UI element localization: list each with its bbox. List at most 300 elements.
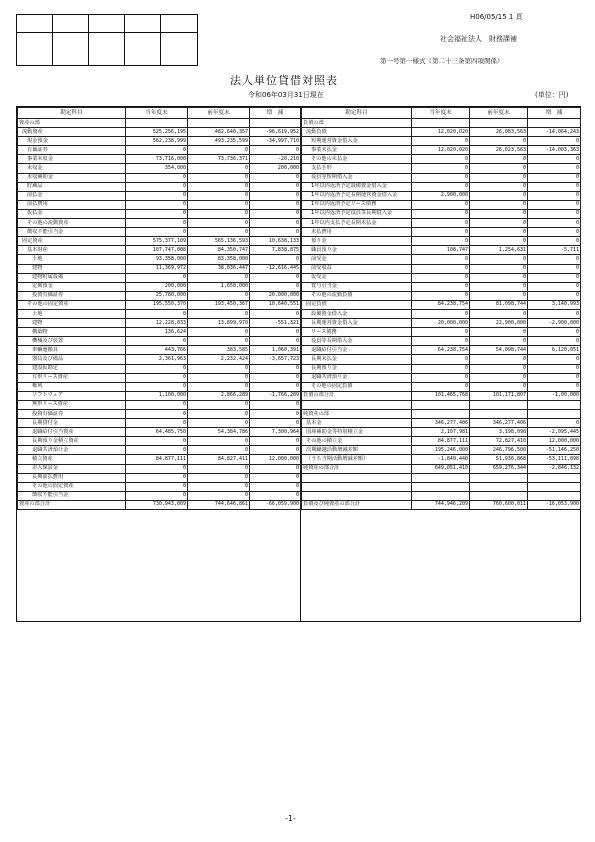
- current-amount: 0: [126, 400, 188, 409]
- account-label: 負債の部合計: [302, 391, 412, 400]
- account-label: 負債及び純資産の部合計: [302, 500, 412, 509]
- change-amount: 0: [250, 400, 301, 409]
- table-row: [18, 446, 301, 455]
- change-amount: 0: [250, 273, 301, 282]
- prior-amount: 0: [188, 410, 250, 419]
- table-row: [18, 455, 301, 464]
- table-row: [302, 319, 581, 328]
- current-amount: 84,877,111: [412, 437, 470, 446]
- change-amount: 0: [250, 228, 301, 237]
- current-amount: 108,747: [412, 246, 470, 255]
- change-amount: [528, 491, 581, 500]
- prior-amount: 493,235,599: [188, 137, 250, 146]
- prior-amount: 0: [188, 228, 250, 237]
- table-row: [18, 264, 301, 273]
- change-amount: [528, 410, 581, 419]
- prior-amount: 0: [188, 491, 250, 500]
- current-amount: 0: [126, 219, 188, 228]
- assets-section: [17, 107, 301, 621]
- prior-amount: 0: [188, 146, 250, 155]
- current-amount: 0: [412, 182, 470, 191]
- change-amount: -2,846,132: [528, 464, 581, 473]
- change-amount: 0: [528, 328, 581, 337]
- table-row: [18, 382, 301, 391]
- account-label: （うち当期活動増減差額）: [302, 455, 412, 464]
- prior-amount: 3,198,098: [470, 428, 528, 437]
- account-label: 職員預り金: [302, 246, 412, 255]
- assets-col-header: 当年度末: [126, 108, 188, 119]
- prior-amount: 0: [470, 137, 528, 146]
- prior-amount: 0: [188, 328, 250, 337]
- table-row: [18, 200, 301, 209]
- change-amount: 0: [250, 410, 301, 419]
- current-amount: 0: [412, 364, 470, 373]
- prior-amount: 2,232,424: [188, 355, 250, 364]
- table-row: [302, 309, 581, 318]
- change-amount: 0: [528, 191, 581, 200]
- change-amount: 1,060,391: [250, 346, 301, 355]
- current-amount: 12,020,020: [412, 146, 470, 155]
- account-label: 長期預り金積立資産: [18, 437, 126, 446]
- prior-amount: 246,796,500: [470, 446, 528, 455]
- current-amount: [412, 400, 470, 409]
- prior-amount: 26,023,563: [470, 146, 528, 155]
- liabilities-col-header: 勘定科目: [302, 108, 412, 119]
- current-amount: 0: [412, 264, 470, 273]
- prior-amount: 0: [188, 464, 250, 473]
- current-amount: 0: [412, 355, 470, 364]
- change-amount: 0: [250, 182, 301, 191]
- account-label: 長期前払費用: [18, 473, 126, 482]
- prior-amount: 0: [188, 309, 250, 318]
- current-amount: 0: [412, 309, 470, 318]
- current-amount: 0: [126, 228, 188, 237]
- change-amount: 0: [250, 146, 301, 155]
- table-row: [302, 473, 581, 482]
- change-amount: -14,064,243: [528, 128, 581, 137]
- change-amount: -34,997,710: [250, 137, 301, 146]
- table-row: [302, 464, 581, 473]
- prior-amount: 0: [470, 364, 528, 373]
- current-amount: 730,943,009: [126, 500, 188, 509]
- prior-amount: 0: [188, 382, 250, 391]
- account-label: 固定負債: [302, 300, 412, 309]
- prior-amount: 0: [188, 437, 250, 446]
- current-amount: 64,485,750: [126, 428, 188, 437]
- change-amount: -14,003,363: [528, 146, 581, 155]
- account-label: 投資有価証券: [18, 410, 126, 419]
- change-amount: 0: [528, 182, 581, 191]
- page-number: -1-: [285, 814, 296, 823]
- table-row: [302, 491, 581, 500]
- change-amount: 0: [528, 200, 581, 209]
- change-amount: -2,900,000: [528, 319, 581, 328]
- change-amount: 3,140,993: [528, 300, 581, 309]
- balance-sheet: [16, 106, 581, 622]
- account-label: 賞与引当金: [302, 282, 412, 291]
- prior-amount: 0: [188, 273, 250, 282]
- table-row: [302, 446, 581, 455]
- prior-amount: 54,098,744: [470, 346, 528, 355]
- table-row: [18, 437, 301, 446]
- current-amount: [412, 410, 470, 419]
- table-row: [18, 364, 301, 373]
- change-amount: [250, 119, 301, 128]
- account-label: [302, 473, 412, 482]
- prior-amount: 0: [470, 273, 528, 282]
- prior-amount: 81,098,744: [470, 300, 528, 309]
- prior-amount: 0: [188, 482, 250, 491]
- account-label: 1年以内返済予定設備資金借入金: [302, 182, 412, 191]
- account-label: 長期預り金: [302, 364, 412, 373]
- current-amount: [412, 482, 470, 491]
- account-label: その他の流動負債: [302, 291, 412, 300]
- table-row: [302, 155, 581, 164]
- current-amount: 0: [126, 173, 188, 182]
- account-label: 構築物: [18, 328, 126, 337]
- change-amount: 0: [250, 209, 301, 218]
- change-amount: -551,321: [250, 319, 301, 328]
- liabilities-col-header: 増 減: [528, 108, 581, 119]
- table-row: [302, 455, 581, 464]
- account-label: 前受金: [302, 255, 412, 264]
- change-amount: 0: [250, 473, 301, 482]
- table-row: [18, 164, 301, 173]
- account-label: 退職給付引当資産: [18, 428, 126, 437]
- prior-amount: 0: [470, 373, 528, 382]
- current-amount: 84,877,111: [126, 455, 188, 464]
- account-label: 設備資金借入金: [302, 309, 412, 318]
- current-amount: 575,377,109: [126, 237, 188, 246]
- prior-amount: [470, 491, 528, 500]
- table-row: [302, 382, 581, 391]
- prior-amount: 0: [470, 219, 528, 228]
- prior-amount: 2,866,289: [188, 391, 250, 400]
- change-amount: 7,838,875: [250, 246, 301, 255]
- prior-amount: 0: [188, 337, 250, 346]
- current-amount: 12,228,033: [126, 319, 188, 328]
- prior-amount: 0: [470, 209, 528, 218]
- current-amount: 0: [412, 273, 470, 282]
- assets-col-header: 勘定科目: [18, 108, 126, 119]
- prior-amount: 0: [188, 164, 250, 173]
- prior-amount: 0: [470, 191, 528, 200]
- account-label: 投資有価証券: [18, 291, 126, 300]
- account-label: その他の固定負債: [302, 382, 412, 391]
- change-amount: 0: [250, 282, 301, 291]
- change-amount: 12,000,000: [250, 455, 301, 464]
- prior-amount: 346,277,406: [470, 419, 528, 428]
- table-row: [302, 219, 581, 228]
- current-amount: 0: [412, 173, 470, 182]
- prior-amount: [470, 482, 528, 491]
- table-row: [18, 482, 301, 491]
- table-row: [302, 209, 581, 218]
- account-label: 仮受金: [302, 273, 412, 282]
- current-amount: 195,550,370: [126, 300, 188, 309]
- table-row: [18, 373, 301, 382]
- table-row: [18, 464, 301, 473]
- change-amount: 0: [528, 209, 581, 218]
- change-amount: 6,120,051: [528, 346, 581, 355]
- current-amount: 93,358,000: [126, 255, 188, 264]
- current-amount: 11,369,972: [126, 264, 188, 273]
- change-amount: 20,000,000: [250, 291, 301, 300]
- table-row: [302, 410, 581, 419]
- table-row: [18, 319, 301, 328]
- current-amount: 354,000: [126, 164, 188, 173]
- table-row: [18, 273, 301, 282]
- table-row: [302, 482, 581, 491]
- change-amount: 0: [528, 264, 581, 273]
- current-amount: 0: [126, 482, 188, 491]
- change-amount: 0: [250, 382, 301, 391]
- account-label: 支払手形: [302, 164, 412, 173]
- change-amount: 0: [250, 364, 301, 373]
- account-label: 仮払金: [18, 209, 126, 218]
- table-row: [18, 128, 301, 137]
- current-amount: [126, 119, 188, 128]
- table-row: [18, 219, 301, 228]
- current-amount: 0: [126, 446, 188, 455]
- prior-amount: 0: [470, 291, 528, 300]
- current-amount: 136,624: [126, 328, 188, 337]
- current-amount: 0: [126, 419, 188, 428]
- change-amount: -53,111,898: [528, 455, 581, 464]
- current-amount: 0: [126, 464, 188, 473]
- prior-amount: 0: [188, 219, 250, 228]
- table-row: [302, 500, 581, 509]
- table-row: [18, 228, 301, 237]
- table-row: [18, 300, 301, 309]
- prior-amount: 54,384,786: [188, 428, 250, 437]
- current-amount: 84,238,754: [412, 300, 470, 309]
- table-row: [18, 182, 301, 191]
- table-row: [302, 346, 581, 355]
- current-amount: 0: [126, 209, 188, 218]
- change-amount: 0: [528, 355, 581, 364]
- current-amount: 2,107,981: [412, 428, 470, 437]
- account-label: その他の積立金: [302, 437, 412, 446]
- prior-amount: 73,736,371: [188, 155, 250, 164]
- prior-amount: 0: [188, 446, 250, 455]
- current-amount: 0: [412, 291, 470, 300]
- prior-amount: 0: [470, 255, 528, 264]
- account-label: 退職共済預け金: [18, 446, 126, 455]
- table-row: [302, 182, 581, 191]
- table-row: [302, 437, 581, 446]
- account-label: 差入保証金: [18, 464, 126, 473]
- prior-amount: 0: [470, 155, 528, 164]
- table-row: [18, 391, 301, 400]
- table-row: [302, 355, 581, 364]
- document-title: 法人単位貸借対照表: [230, 74, 338, 87]
- prior-amount: 659,276,344: [470, 464, 528, 473]
- table-row: [302, 428, 581, 437]
- current-amount: 101,465,768: [412, 391, 470, 400]
- prior-amount: 0: [470, 182, 528, 191]
- change-amount: [528, 482, 581, 491]
- change-amount: 0: [528, 382, 581, 391]
- prior-amount: 0: [188, 191, 250, 200]
- change-amount: -3,657,723: [250, 355, 301, 364]
- change-amount: 0: [250, 419, 301, 428]
- prior-amount: 84,350,747: [188, 246, 250, 255]
- table-row: [302, 237, 581, 246]
- account-label: [302, 400, 412, 409]
- current-amount: 0: [412, 328, 470, 337]
- prior-amount: 0: [470, 228, 528, 237]
- current-amount: 195,246,000: [412, 446, 470, 455]
- prior-amount: [470, 400, 528, 409]
- prior-amount: 0: [470, 173, 528, 182]
- account-label: ソフトウェア: [18, 391, 126, 400]
- current-amount: 0: [412, 237, 470, 246]
- current-amount: 1,100,000: [126, 391, 188, 400]
- prior-amount: 0: [188, 419, 250, 428]
- current-amount: -1,840,440: [412, 455, 470, 464]
- current-amount: 0: [126, 273, 188, 282]
- current-amount: 0: [126, 373, 188, 382]
- current-amount: 0: [126, 491, 188, 500]
- account-label: 流動負債: [302, 128, 412, 137]
- prior-amount: [470, 473, 528, 482]
- current-amount: 525,256,195: [126, 128, 188, 137]
- change-amount: 0: [250, 437, 301, 446]
- change-amount: -96,619,952: [250, 128, 301, 137]
- prior-amount: 101,171,807: [470, 391, 528, 400]
- prior-amount: 0: [470, 264, 528, 273]
- prior-amount: 0: [188, 400, 250, 409]
- change-amount: [528, 473, 581, 482]
- table-row: [18, 428, 301, 437]
- account-label: [302, 491, 412, 500]
- table-row: [302, 328, 581, 337]
- change-amount: 200,000: [250, 164, 301, 173]
- current-amount: 0: [126, 437, 188, 446]
- change-amount: 10,638,133: [250, 237, 301, 246]
- account-label: 1年以内返済予定長期運営資金借入金: [302, 191, 412, 200]
- change-amount: 0: [250, 200, 301, 209]
- prior-amount: 744,646,861: [188, 500, 250, 509]
- change-amount: 0: [250, 328, 301, 337]
- prior-amount: 0: [470, 164, 528, 173]
- account-label: 純資産の部合計: [302, 464, 412, 473]
- prior-amount: 0: [188, 473, 250, 482]
- change-amount: 0: [528, 228, 581, 237]
- current-amount: 0: [412, 155, 470, 164]
- account-label: 1年以内支払予定長期未払金: [302, 219, 412, 228]
- prior-amount: 760,600,011: [470, 500, 528, 509]
- change-amount: 0: [250, 337, 301, 346]
- account-label: 機械及び装置: [18, 337, 126, 346]
- account-label: 長期運営資金借入金: [302, 319, 412, 328]
- prior-amount: 26,083,563: [470, 128, 528, 137]
- change-amount: 12,000,000: [528, 437, 581, 446]
- print-date-page: H06/05/15 1 頁: [470, 13, 523, 21]
- table-row: [302, 228, 581, 237]
- account-label: 建物: [18, 264, 126, 273]
- assets-col-header: 前年度末: [188, 108, 250, 119]
- table-row: [18, 346, 301, 355]
- account-label: 退職共済預り金: [302, 373, 412, 382]
- table-row: [302, 391, 581, 400]
- table-row: [302, 137, 581, 146]
- prior-amount: [470, 119, 528, 128]
- current-amount: 0: [412, 219, 470, 228]
- change-amount: 0: [528, 291, 581, 300]
- table-row: [302, 419, 581, 428]
- account-label: 建物: [18, 319, 126, 328]
- table-row: [18, 410, 301, 419]
- account-label: 役員等短期借入金: [302, 173, 412, 182]
- prior-amount: 22,900,000: [470, 319, 528, 328]
- change-amount: 0: [250, 309, 301, 318]
- change-amount: -16,053,900: [528, 500, 581, 509]
- current-amount: 0: [412, 382, 470, 391]
- change-amount: 0: [528, 282, 581, 291]
- unit-label: (単位：円): [535, 91, 569, 99]
- current-amount: 73,716,000: [126, 155, 188, 164]
- change-amount: [528, 400, 581, 409]
- current-amount: 0: [126, 200, 188, 209]
- current-amount: 649,051,410: [412, 464, 470, 473]
- assets-col-header: 増 減: [250, 108, 301, 119]
- prior-amount: 565,136,593: [188, 237, 250, 246]
- account-label: 未収金: [18, 164, 126, 173]
- prior-amount: 0: [188, 373, 250, 382]
- account-label: 器具及び備品: [18, 355, 126, 364]
- change-amount: 0: [528, 237, 581, 246]
- current-amount: 0: [412, 164, 470, 173]
- liabilities-section: [301, 107, 580, 621]
- prior-amount: 0: [470, 355, 528, 364]
- current-amount: 0: [126, 337, 188, 346]
- account-label: 前払金: [18, 191, 126, 200]
- current-amount: 0: [412, 209, 470, 218]
- table-row: [18, 146, 301, 155]
- change-amount: 0: [528, 219, 581, 228]
- table-row: [18, 500, 301, 509]
- change-amount: 0: [528, 164, 581, 173]
- account-label: その他の流動資産: [18, 219, 126, 228]
- prior-amount: 0: [470, 337, 528, 346]
- change-amount: 0: [250, 373, 301, 382]
- table-row: [18, 173, 301, 182]
- current-amount: 0: [412, 255, 470, 264]
- table-row: [302, 246, 581, 255]
- account-label: 役員等長期借入金: [302, 337, 412, 346]
- change-amount: 0: [528, 337, 581, 346]
- as-of-date: 令和06年03月31日現在: [248, 91, 324, 99]
- assets-table: [17, 107, 301, 510]
- prior-amount: 0: [188, 209, 250, 218]
- account-label: その他の固定資産: [18, 300, 126, 309]
- change-amount: -1,00,000: [528, 391, 581, 400]
- prior-amount: 84,827,411: [188, 455, 250, 464]
- table-row: [18, 337, 301, 346]
- table-row: [302, 146, 581, 155]
- table-row: [302, 173, 581, 182]
- account-label: 土地: [18, 255, 126, 264]
- prior-amount: 0: [470, 200, 528, 209]
- current-amount: 0: [126, 146, 188, 155]
- change-amount: 0: [528, 173, 581, 182]
- account-label: 1年以内返済予定リース債務: [302, 200, 412, 209]
- account-label: 車輌運搬具: [18, 346, 126, 355]
- account-label: 建物附属設備: [18, 273, 126, 282]
- change-amount: 0: [528, 155, 581, 164]
